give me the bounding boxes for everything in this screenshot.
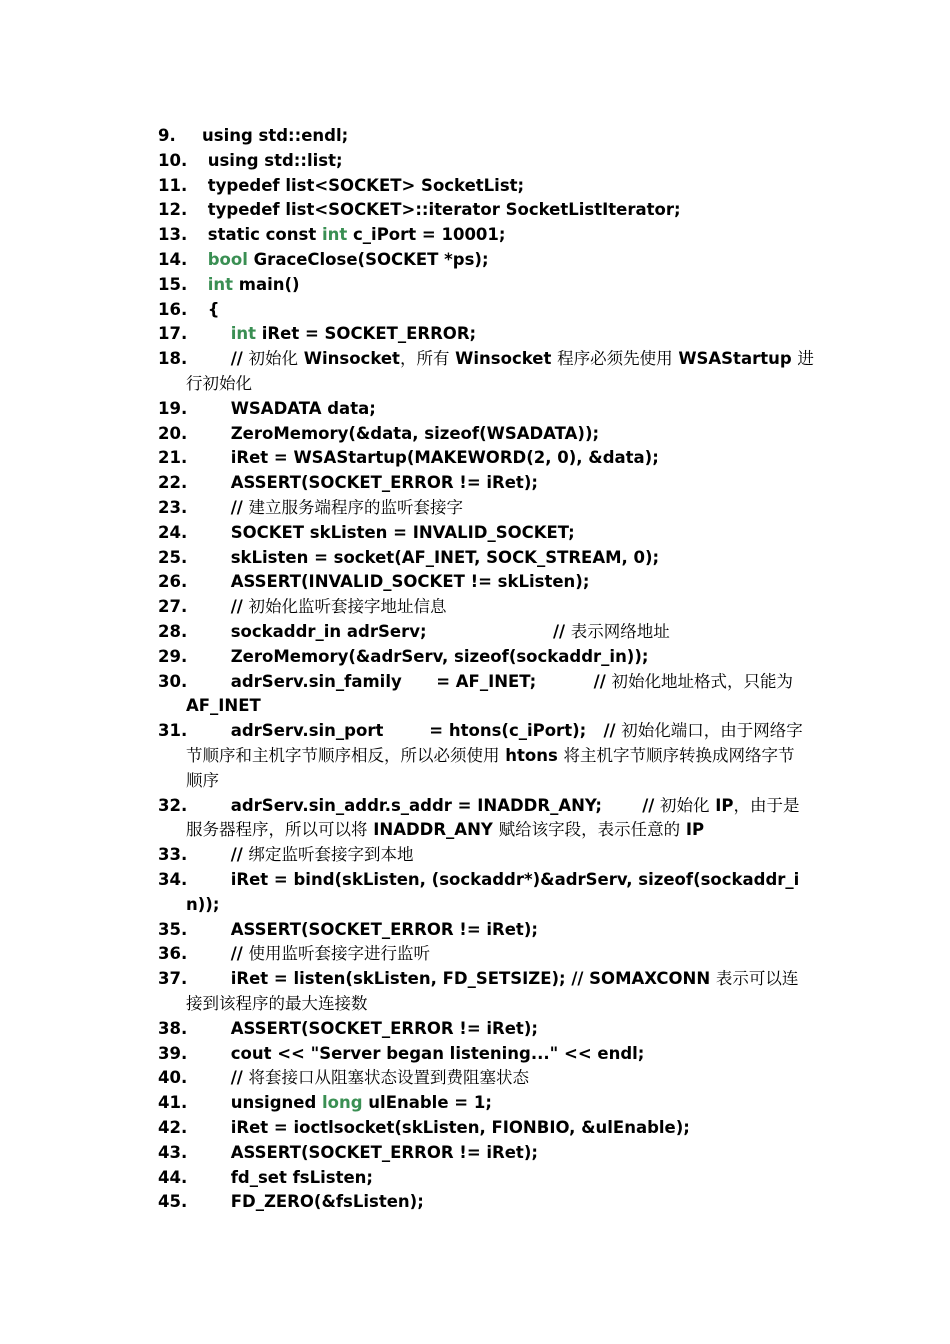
line-code: ZeroMemory(&adrServ, sizeof(sockaddr_in)); bbox=[202, 646, 649, 666]
line-number: 9. bbox=[158, 126, 176, 145]
code-line bbox=[158, 967, 818, 1017]
line-number: 15. bbox=[158, 274, 188, 294]
line-code: using std::endl; bbox=[202, 126, 349, 145]
line-code: ZeroMemory(&data, sizeof(WSADATA)); bbox=[202, 423, 600, 443]
line-number: 28. bbox=[158, 622, 188, 641]
code-line bbox=[158, 198, 818, 223]
line-continuation: AF_INET bbox=[186, 696, 261, 716]
line-number: 19. bbox=[158, 398, 188, 418]
line-number: 34. bbox=[158, 870, 188, 889]
line-code: skListen = socket(AF_INET, SOCK_STREAM, 0); bbox=[202, 547, 660, 567]
keyword: bool bbox=[207, 250, 248, 269]
line-continuation: 行初始化 bbox=[186, 373, 252, 393]
line-number: 21. bbox=[158, 448, 188, 468]
line-code: typedef list<SOCKET> SocketList; bbox=[202, 175, 525, 195]
code-line bbox=[158, 719, 818, 793]
code-line bbox=[158, 595, 818, 620]
line-number: 31. bbox=[158, 721, 188, 741]
code-line bbox=[158, 1116, 818, 1141]
line-code: typedef list<SOCKET>::iterator SocketListIterator; bbox=[202, 200, 681, 220]
line-code: // 使用监听套接字进行监听 bbox=[202, 944, 431, 964]
line-code: // 建立服务端程序的监听套接字 bbox=[202, 498, 464, 517]
line-code: { bbox=[202, 299, 220, 319]
line-number: 25. bbox=[158, 547, 188, 567]
line-number: 42. bbox=[158, 1118, 188, 1137]
code-line bbox=[158, 1141, 818, 1166]
code-line bbox=[158, 223, 818, 248]
line-number: 37. bbox=[158, 969, 188, 989]
code-line bbox=[158, 273, 818, 298]
line-number: 44. bbox=[158, 1167, 188, 1187]
line-continuation: n)); bbox=[186, 894, 220, 914]
keyword: int bbox=[230, 324, 257, 344]
line-number: 43. bbox=[158, 1142, 188, 1162]
line-code: sockaddr_in adrServ; // 表示网络地址 bbox=[202, 622, 670, 641]
code-line bbox=[158, 124, 818, 149]
code-line bbox=[158, 446, 818, 471]
line-number: 10. bbox=[158, 150, 188, 170]
line-code: adrServ.sin_addr.s_addr = INADDR_ANY; // 初始化 IP，由于是 bbox=[202, 795, 800, 815]
line-number: 38. bbox=[158, 1018, 188, 1038]
keyword: int bbox=[321, 225, 348, 245]
code-line bbox=[158, 149, 818, 174]
line-number: 20. bbox=[158, 423, 188, 443]
line-code: iRet = WSAStartup(MAKEWORD(2, 0), &data); bbox=[202, 448, 659, 468]
line-number: 41. bbox=[158, 1093, 188, 1113]
code-line bbox=[158, 918, 818, 943]
line-continuation: 服务器程序，所以可以将 INADDR_ANY 赋给该字段，表示任意的 IP bbox=[186, 820, 705, 840]
line-number: 30. bbox=[158, 671, 188, 691]
code-line bbox=[158, 570, 818, 595]
line-code: WSADATA data; bbox=[202, 398, 376, 418]
line-code: // 将套接口从阻塞状态设置到费阻塞状态 bbox=[202, 1068, 530, 1088]
line-continuation: 顺序 bbox=[186, 770, 219, 790]
code-line bbox=[158, 645, 818, 670]
line-continuation: 节顺序和主机字节顺序相反，所以必须使用 htons 将主机字节顺序转换成网络字节 bbox=[186, 745, 795, 765]
code-line bbox=[158, 942, 818, 967]
line-code: unsigned long ulEnable = 1; bbox=[202, 1093, 492, 1113]
line-code: fd_set fsListen; bbox=[202, 1167, 374, 1187]
line-number: 36. bbox=[158, 944, 188, 964]
line-number: 14. bbox=[158, 250, 188, 269]
line-code: // 绑定监听套接字到本地 bbox=[202, 845, 414, 865]
keyword: long bbox=[322, 1093, 363, 1113]
code-line bbox=[158, 546, 818, 571]
line-code: adrServ.sin_port = htons(c_iPort); // 初始化端口，由于网络字 bbox=[202, 721, 803, 741]
code-line bbox=[158, 496, 818, 521]
code-line bbox=[158, 670, 818, 720]
code-line bbox=[158, 471, 818, 496]
code-line bbox=[158, 868, 818, 918]
line-number: 11. bbox=[158, 175, 188, 195]
line-number: 23. bbox=[158, 498, 188, 517]
code-line bbox=[158, 1017, 818, 1042]
line-number: 13. bbox=[158, 225, 188, 245]
line-number: 40. bbox=[158, 1068, 188, 1088]
line-code: // 初始化监听套接字地址信息 bbox=[202, 597, 447, 617]
line-number: 12. bbox=[158, 200, 188, 220]
line-code: using std::list; bbox=[202, 150, 343, 170]
code-line bbox=[158, 521, 818, 546]
line-code: ASSERT(SOCKET_ERROR != iRet); bbox=[202, 1142, 538, 1162]
line-number: 39. bbox=[158, 1043, 188, 1063]
line-code: int iRet = SOCKET_ERROR; bbox=[230, 324, 477, 344]
line-number: 27. bbox=[158, 597, 188, 617]
line-code: iRet = listen(skListen, FD_SETSIZE); // SOMAXCONN 表示可以连 bbox=[202, 969, 799, 989]
line-number: 24. bbox=[158, 522, 188, 542]
code-line bbox=[158, 1091, 818, 1116]
keyword: int bbox=[207, 274, 234, 294]
line-number: 33. bbox=[158, 845, 188, 865]
line-number: 22. bbox=[158, 473, 188, 493]
code-line bbox=[158, 1042, 818, 1067]
line-code: static const int c_iPort = 10001; bbox=[202, 225, 506, 245]
line-number: 18. bbox=[158, 349, 188, 369]
code-line bbox=[158, 1066, 818, 1091]
code-line bbox=[158, 298, 818, 323]
code-line bbox=[158, 620, 818, 645]
line-number: 35. bbox=[158, 919, 188, 939]
code-line bbox=[158, 397, 818, 422]
line-code: ASSERT(INVALID_SOCKET != skListen); bbox=[202, 572, 590, 592]
line-code: SOCKET skListen = INVALID_SOCKET; bbox=[202, 522, 575, 542]
line-number: 29. bbox=[158, 646, 188, 666]
line-code: iRet = bind(skListen, (sockaddr*)&adrServ, sizeof(sockaddr_i bbox=[202, 870, 800, 889]
line-code: adrServ.sin_family = AF_INET; // 初始化地址格式，只能为 bbox=[202, 671, 793, 691]
code-line bbox=[158, 794, 818, 844]
code-line bbox=[158, 322, 818, 347]
code-line bbox=[158, 174, 818, 199]
line-code: int main() bbox=[207, 274, 300, 294]
line-number: 32. bbox=[158, 795, 188, 815]
line-code: // 初始化 Winsocket，所有 Winsocket 程序必须先使用 WSAStartup 进 bbox=[202, 349, 814, 369]
code-line bbox=[158, 347, 818, 397]
line-code: cout << "Server began listening..." << endl; bbox=[202, 1043, 645, 1063]
line-code: bool GraceClose(SOCKET *ps); bbox=[207, 250, 489, 269]
line-number: 26. bbox=[158, 572, 188, 592]
line-code: FD_ZERO(&fsListen); bbox=[202, 1192, 424, 1212]
line-code: ASSERT(SOCKET_ERROR != iRet); bbox=[202, 473, 538, 493]
code-line bbox=[158, 1190, 818, 1215]
line-number: 17. bbox=[158, 324, 188, 344]
line-number: 16. bbox=[158, 299, 188, 319]
code-line bbox=[158, 843, 818, 868]
line-number: 45. bbox=[158, 1192, 188, 1212]
code-line bbox=[158, 422, 818, 447]
line-continuation: 接到该程序的最大连接数 bbox=[186, 993, 368, 1013]
line-code: ASSERT(SOCKET_ERROR != iRet); bbox=[202, 919, 538, 939]
code-line bbox=[158, 248, 818, 273]
line-code: ASSERT(SOCKET_ERROR != iRet); bbox=[202, 1018, 538, 1038]
line-code: iRet = ioctlsocket(skListen, FIONBIO, &ulEnable); bbox=[202, 1118, 690, 1137]
code-line bbox=[158, 1166, 818, 1191]
